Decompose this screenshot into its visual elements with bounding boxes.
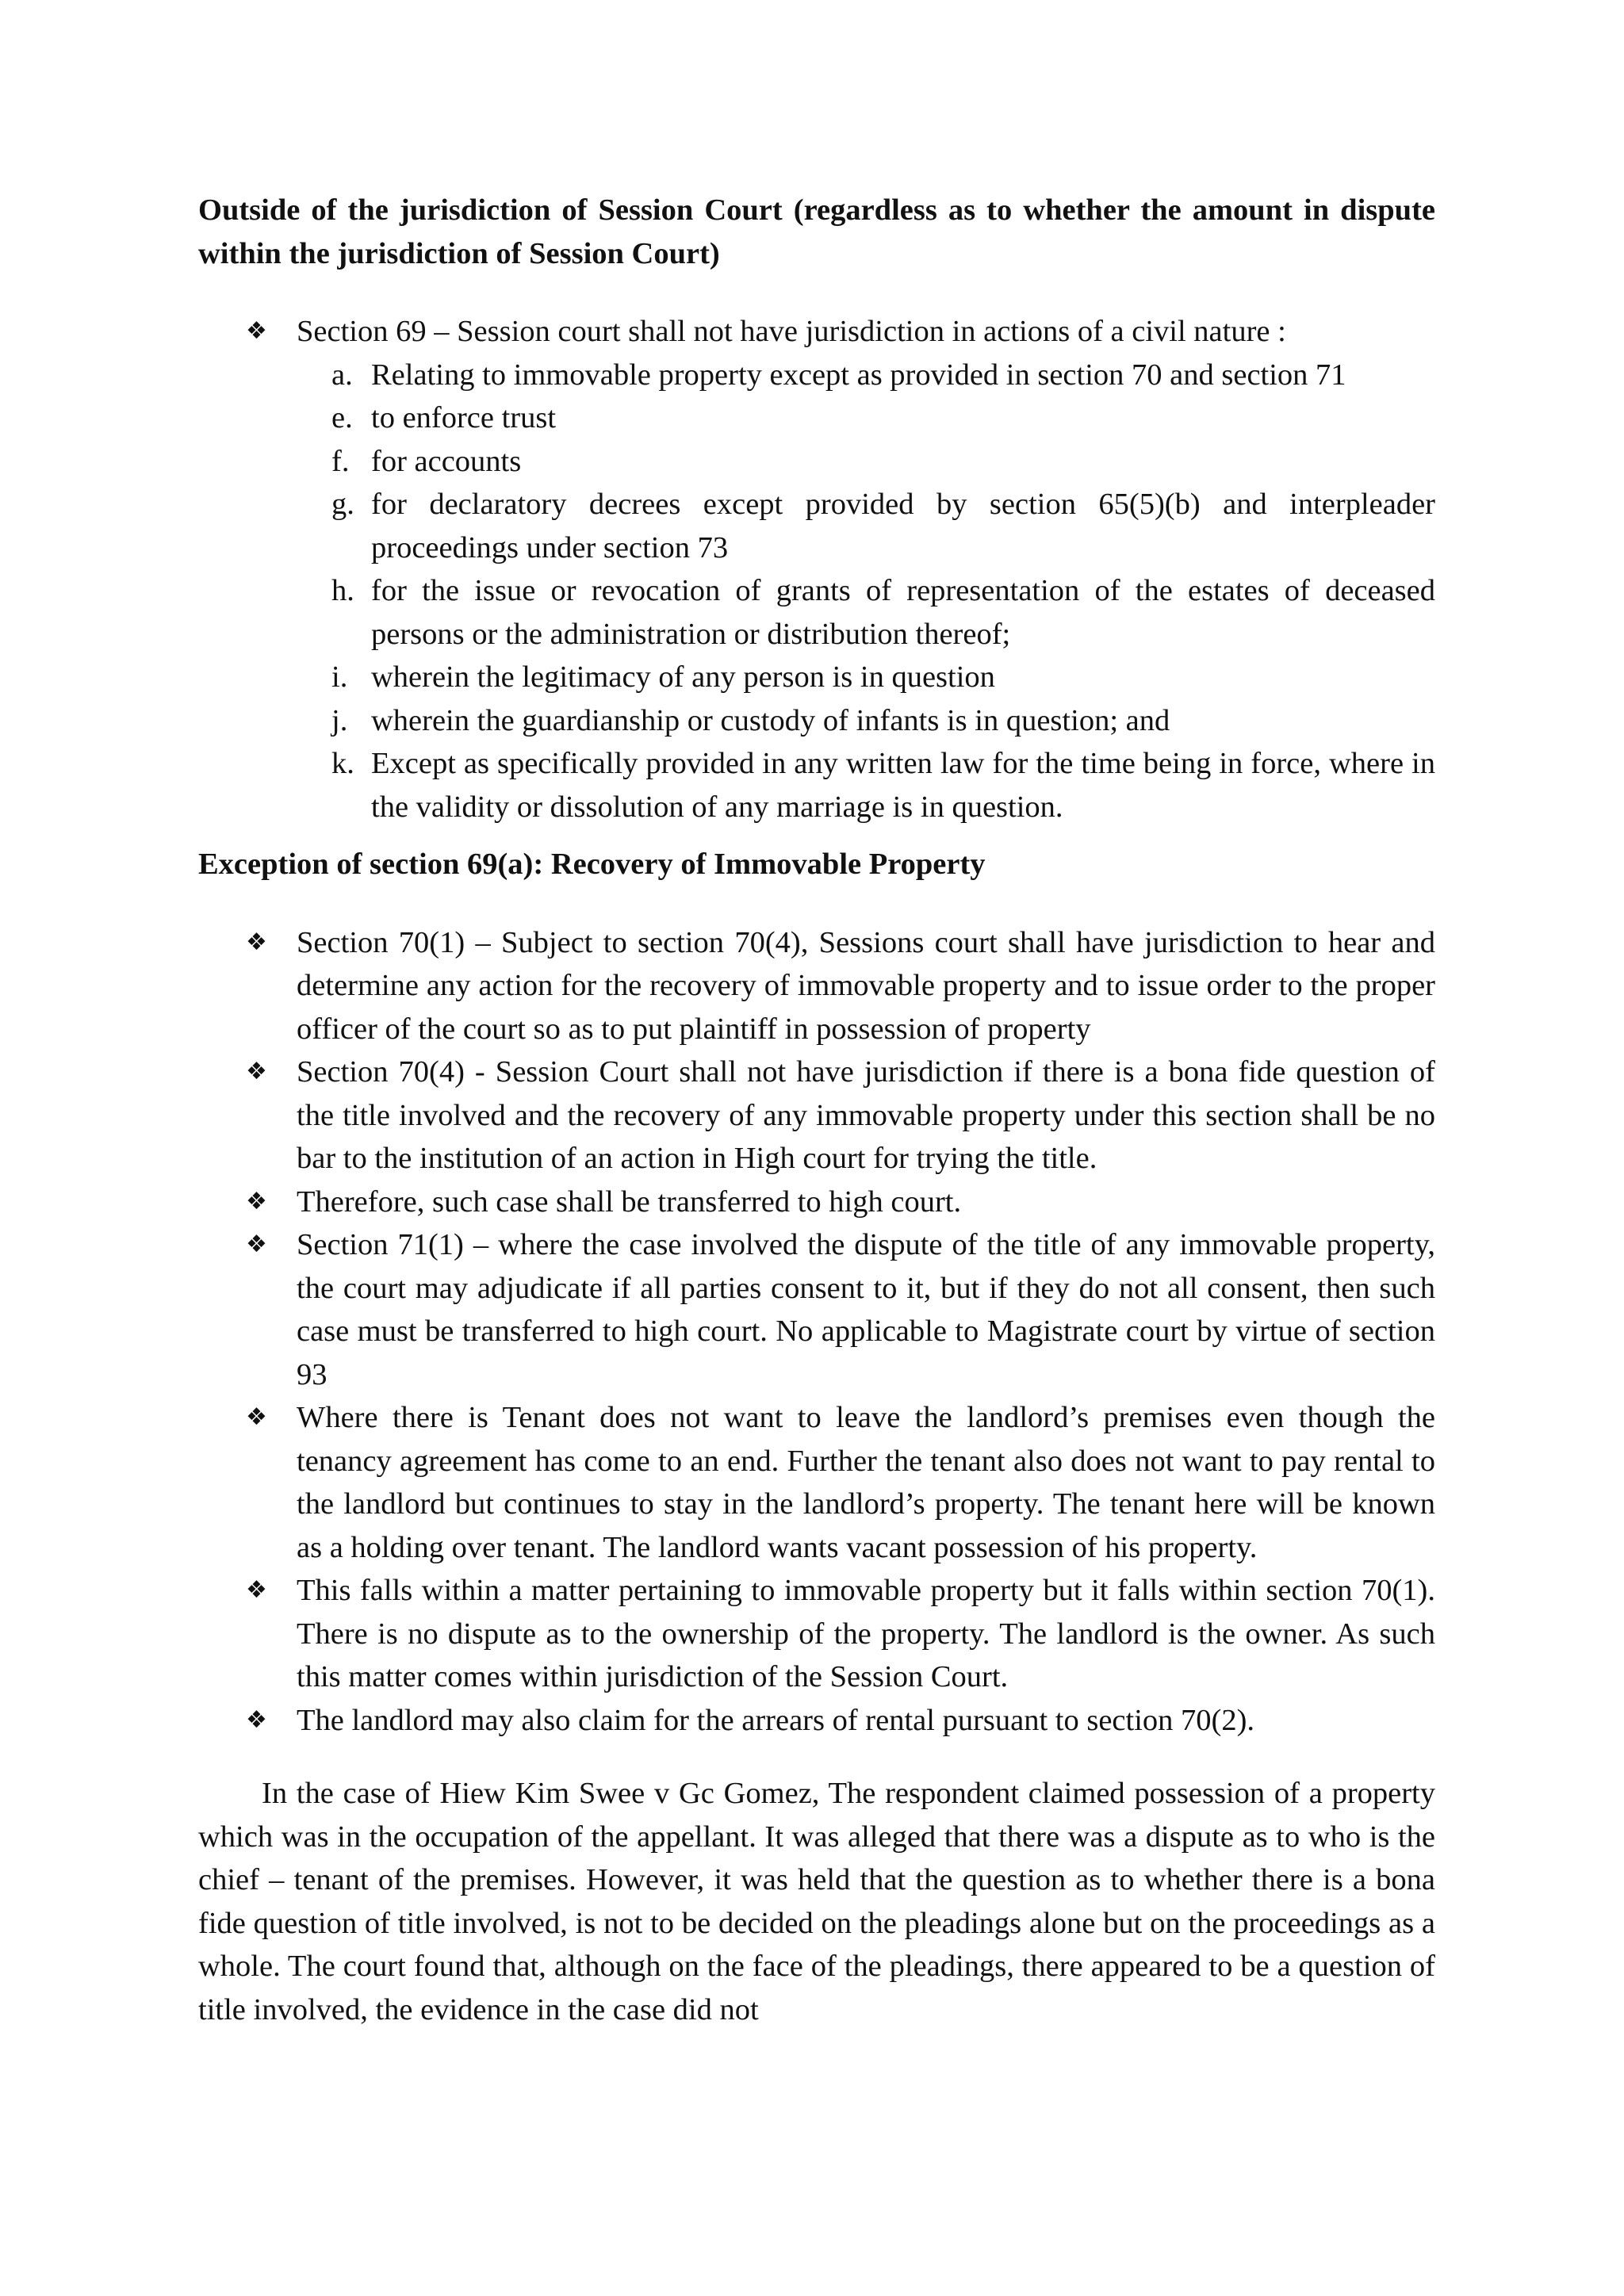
list-item bbox=[297, 354, 1435, 397]
bullet-item bbox=[198, 1050, 1435, 1181]
list-item bbox=[297, 742, 1435, 828]
list-letter: e. bbox=[331, 401, 353, 434]
bullet-item bbox=[198, 1223, 1435, 1396]
bullet-item bbox=[198, 1569, 1435, 1699]
case-paragraph: In the case of Hiew Kim Swee v Gc Gomez, The respondent claimed possession of a property which was in the occupation of the appellant. It was alleged that there was a dispute as to who is the chief – tenant of the premises. However, it was held that the question as to whether there is a bona fide question of title involved, is not to be decided on the pleadings alone but on the proceedings as a whole. The court found that, although on the face of the pleadings, there appeared to be a question of title involved, the evidence in the case did not bbox=[198, 1777, 1435, 2026]
list-item bbox=[297, 483, 1435, 569]
diamond-bullet-icon: ❖ bbox=[246, 1705, 267, 1734]
bullet-text: This falls within a matter pertaining to immovable property but it falls within section 70(1). There is no dispute as to the ownership of the property. The landlord is the owner. As such this matter comes within jurisdiction of the Session Court. bbox=[297, 1574, 1435, 1693]
diamond-bullet-icon: ❖ bbox=[246, 928, 267, 956]
list-item-text: for accounts bbox=[371, 444, 522, 478]
list-item bbox=[297, 699, 1435, 743]
list-item bbox=[297, 440, 1435, 484]
list-letter: a. bbox=[331, 358, 353, 392]
bullet-section-69 bbox=[198, 310, 1435, 828]
bullet-text: Where there is Tenant does not want to leave the landlord’s premises even though the tenancy agreement has come to an end. Further the tenant also does not want to pay rental to the landlord but continues to stay in the landlord’s property. The tenant here will be known as a holding over tenant. The landlord wants vacant possession of his property. bbox=[297, 1401, 1435, 1564]
diamond-bullet-icon: ❖ bbox=[246, 1230, 267, 1258]
diamond-bullet-icon: ❖ bbox=[246, 1187, 267, 1215]
list-item-text: wherein the legitimacy of any person is in question bbox=[371, 660, 995, 694]
exception-bullet-list bbox=[198, 921, 1435, 1743]
list-item-text: for the issue or revocation of grants of representation of the estates of deceased persons or the administration or distribution thereof; bbox=[371, 574, 1435, 651]
list-item bbox=[297, 396, 1435, 440]
list-item bbox=[297, 656, 1435, 699]
bullet-item bbox=[198, 1699, 1435, 1743]
bullet-text: Section 69 – Session court shall not have jurisdiction in actions of a civil nature : bbox=[297, 315, 1286, 348]
list-letter: f. bbox=[331, 444, 350, 478]
list-letter: h. bbox=[331, 574, 354, 607]
bullet-item bbox=[198, 1181, 1435, 1224]
bullet-text: Section 71(1) – where the case involved the dispute of the title of any immovable property, the court may adjudicate if all parties consent to it, but if they do not all consent, then such case must be transferred to high court. No applicable to Magistrate court by virtue of section 93 bbox=[297, 1228, 1435, 1391]
bullet-text: Section 70(1) – Subject to section 70(4), Sessions court shall have jurisdiction to hear and determine any action for the recovery of immovable property and to issue order to the proper officer of the court so as to put plaintiff in possession of property bbox=[297, 925, 1435, 1046]
bullet-text: Section 70(4) - Session Court shall not have jurisdiction if there is a bona fide question of the title involved and the recovery of any immovable property under this section shall be no bar to the institution of an action in High court for trying the title. bbox=[297, 1055, 1435, 1175]
diamond-bullet-icon: ❖ bbox=[246, 317, 267, 345]
list-item-text: for declaratory decrees except provided by section 65(5)(b) and interpleader proceedings under section 73 bbox=[371, 488, 1435, 564]
section-69-sublist bbox=[297, 354, 1435, 829]
list-letter: j. bbox=[331, 703, 348, 737]
heading-exception-69a: Exception of section 69(a): Recovery of Immovable Property bbox=[198, 848, 986, 881]
bullet-item bbox=[198, 921, 1435, 1051]
document-page bbox=[198, 189, 1435, 2031]
diamond-bullet-icon: ❖ bbox=[246, 1403, 267, 1431]
list-letter: i. bbox=[331, 660, 348, 694]
list-item-text: to enforce trust bbox=[371, 401, 557, 434]
diamond-bullet-icon: ❖ bbox=[246, 1576, 267, 1604]
list-item-text: Except as specifically provided in any written law for the time being in force, where in the validity or dissolution of any marriage is in question. bbox=[371, 747, 1435, 824]
heading-outside-jurisdiction: Outside of the jurisdiction of Session Court (regardless as to whether the amount in dispute within the jurisdiction of Session Court) bbox=[198, 193, 1435, 270]
bullet-item bbox=[198, 1396, 1435, 1569]
section-69-list bbox=[198, 310, 1435, 828]
bullet-text: The landlord may also claim for the arrears of rental pursuant to section 70(2). bbox=[297, 1703, 1255, 1737]
list-letter: g. bbox=[331, 488, 354, 521]
list-letter: k. bbox=[331, 747, 354, 780]
list-item-text: Relating to immovable property except as provided in section 70 and section 71 bbox=[371, 358, 1346, 392]
list-item bbox=[297, 569, 1435, 656]
diamond-bullet-icon: ❖ bbox=[246, 1058, 267, 1085]
bullet-text: Therefore, such case shall be transferred to high court. bbox=[297, 1184, 962, 1219]
list-item-text: wherein the guardianship or custody of infants is in question; and bbox=[371, 703, 1170, 737]
